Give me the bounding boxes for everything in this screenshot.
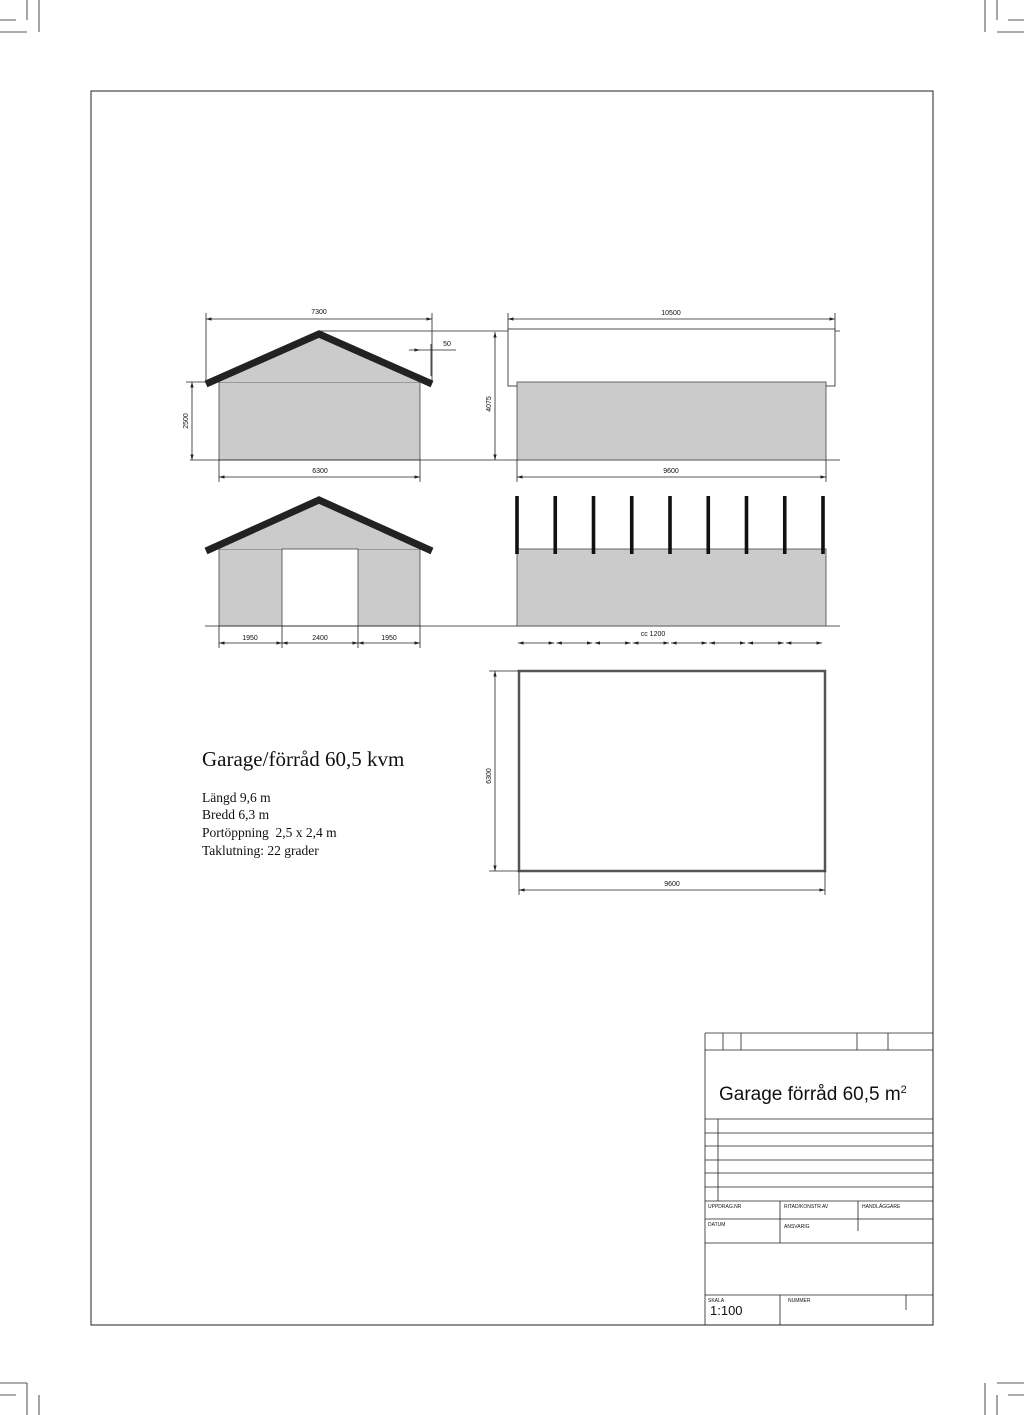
description <box>202 747 404 858</box>
description-title: Garage/förråd 60,5 kvm <box>202 747 405 771</box>
description-line-width: Bredd 6,3 m <box>202 807 270 822</box>
rafter-post <box>745 496 749 554</box>
rafter-post <box>668 496 672 554</box>
label-overhang: 50 <box>443 341 451 348</box>
label-gable-width: 7300 <box>311 309 327 316</box>
floor-plan <box>486 671 825 895</box>
title-block-title: Garage förråd 60,5 $m^2$ <box>719 1084 907 1105</box>
label-handlaggare: HANDLÄGGARE <box>862 1204 901 1210</box>
label-ansvarig: ANSVARIG <box>784 1224 810 1230</box>
label-roof-length: 10500 <box>661 310 681 317</box>
label-skala: SKALA <box>708 1298 725 1304</box>
rafter-post <box>592 496 596 554</box>
title-block <box>705 1033 933 1325</box>
rafter-post <box>821 496 825 554</box>
rafter-post <box>515 496 519 554</box>
description-line-door: Portöppning 2,5 x 2,4 m <box>202 825 337 840</box>
label-plan-length: 9600 <box>664 881 680 888</box>
rafter-post <box>630 496 634 554</box>
label-left-section: 1950 <box>242 635 258 642</box>
label-ridge-height: 4075 <box>486 396 493 412</box>
label-uppdrag: UPPDRAG.NR <box>708 1204 742 1210</box>
label-nummer: NUMMER <box>788 1298 811 1304</box>
rafter-post <box>783 496 787 554</box>
label-ritad: RITAD/KONSTR AV <box>784 1204 829 1210</box>
description-line-roof-pitch: Taklutning: 22 grader <box>202 843 319 858</box>
side-elevation <box>508 310 835 482</box>
label-door-width: 2400 <box>312 635 328 642</box>
rafter-post <box>706 496 710 554</box>
rafter-post <box>553 496 557 554</box>
label-rafter-spacing: cc 1200 <box>640 631 666 638</box>
description-line-length: Längd 9,6 m <box>202 790 271 805</box>
label-right-section: 1950 <box>381 635 397 642</box>
door-opening <box>282 549 358 626</box>
frame-elevation <box>515 496 826 643</box>
rafter-posts <box>515 496 825 554</box>
label-datum: DATUM <box>708 1222 726 1228</box>
label-long-wall-length: 9600 <box>663 468 679 475</box>
label-wall-height: 2500 <box>183 413 190 429</box>
plan-outline <box>519 671 825 871</box>
label-plan-depth: 6300 <box>486 768 493 784</box>
value-skala: 1:100 <box>710 1303 743 1318</box>
label-gable-wall-width: 6300 <box>312 468 328 475</box>
